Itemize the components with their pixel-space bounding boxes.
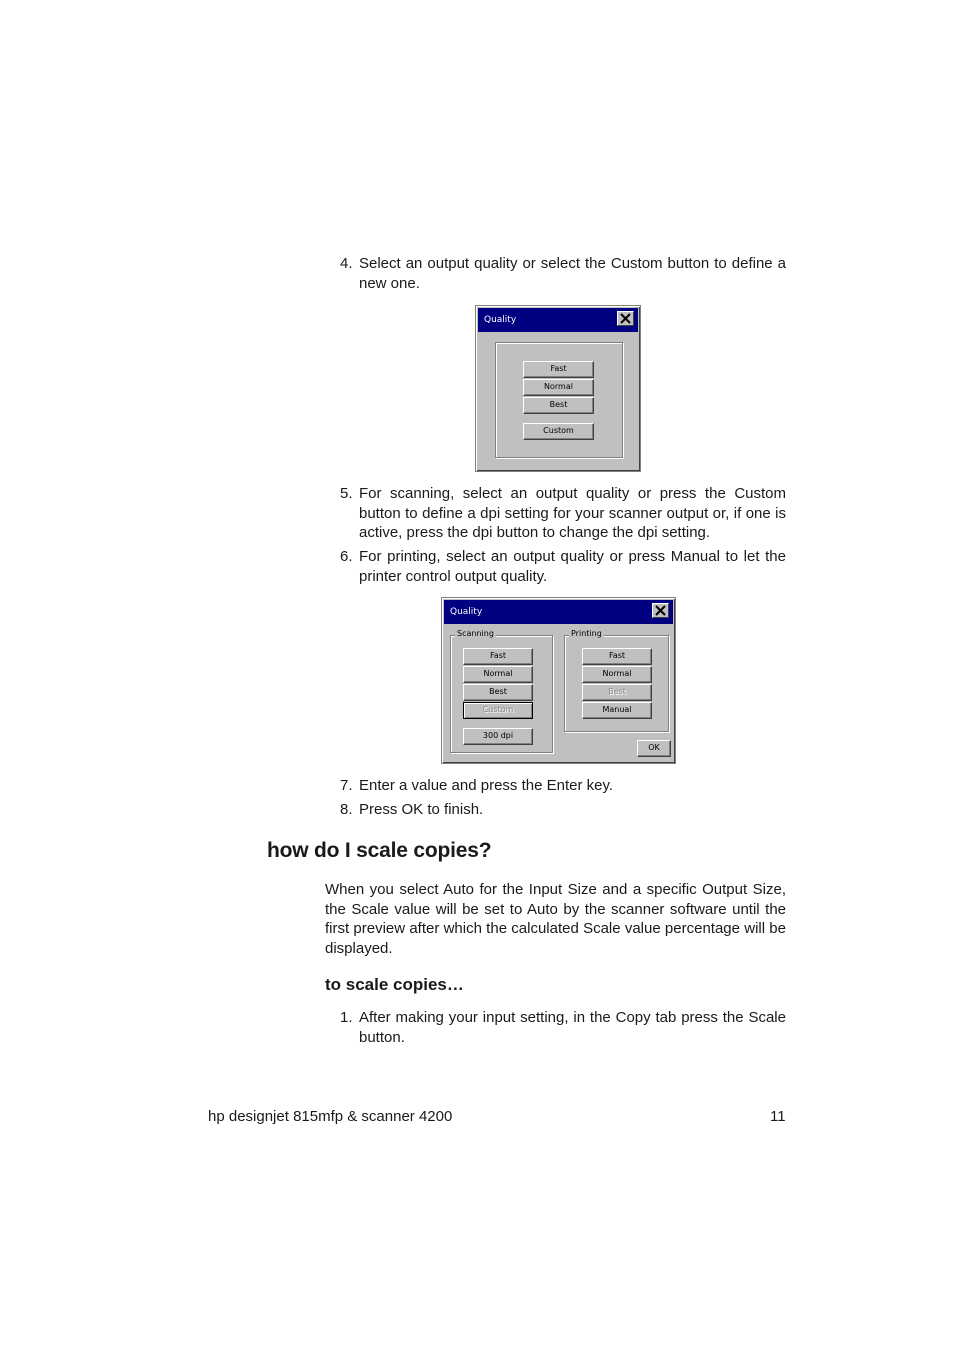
section-paragraph: When you select Auto for the Input Size and a specific Output Size, the Scale value will be set to Auto by the scanner software until the first preview after which the calculated Scale value percentage will be displayed.: [325, 881, 786, 957]
close-button[interactable]: [652, 603, 669, 618]
scanning-legend: Scanning: [457, 629, 494, 638]
close-icon: [620, 313, 631, 324]
dialog-titlebar: [478, 308, 638, 332]
normal-button[interactable]: Normal: [523, 379, 594, 396]
quality-dialog-simple: [475, 305, 641, 472]
step-number: 4.: [340, 255, 353, 272]
ok-button[interactable]: OK: [637, 740, 671, 757]
step-number: 7.: [340, 777, 353, 794]
page-number: 11: [770, 1108, 786, 1125]
subsection-heading: to scale copies…: [325, 975, 464, 994]
scan-fast-button[interactable]: Fast: [463, 648, 533, 665]
step-text: For printing, select an output quality or press Manual to let the printer control output quality.: [359, 548, 786, 585]
scan-best-button[interactable]: Best: [463, 684, 533, 701]
step-number: 6.: [340, 548, 353, 565]
section-heading: how do I scale copies?: [267, 839, 492, 862]
best-button[interactable]: Best: [523, 397, 594, 414]
scan-custom-button[interactable]: Custom: [463, 702, 533, 719]
close-icon: [655, 605, 666, 616]
scale-step-1: [340, 1008, 786, 1047]
print-fast-button[interactable]: Fast: [582, 648, 652, 665]
step-4: [340, 254, 786, 293]
footer-product-name: hp designjet 815mfp & scanner 4200: [208, 1108, 453, 1125]
quality-dialog-full: [441, 597, 676, 764]
fast-button[interactable]: Fast: [523, 361, 594, 378]
step-text: For scanning, select an output quality or press the Custom button to define a dpi setting for your scanner output or, if one is active, press the dpi button to change the dpi setting.: [359, 485, 786, 541]
step-5: [340, 484, 786, 543]
custom-button[interactable]: Custom: [523, 423, 594, 440]
step-number: 8.: [340, 801, 353, 818]
dialog-titlebar: [444, 600, 673, 624]
step-text: Select an output quality or select the Custom button to define a new one.: [359, 255, 786, 292]
print-normal-button[interactable]: Normal: [582, 666, 652, 683]
printing-legend: Printing: [571, 629, 602, 638]
step-number: 1.: [340, 1009, 353, 1026]
manual-button[interactable]: Manual: [582, 702, 652, 719]
step-6: [340, 547, 786, 586]
dpi-button[interactable]: 300 dpi: [463, 728, 533, 745]
dialog-title: Quality: [450, 607, 483, 617]
step-number: 5.: [340, 485, 353, 502]
step-7: [340, 776, 786, 796]
step-text: Press OK to finish.: [359, 801, 484, 818]
close-button[interactable]: [617, 311, 634, 326]
scan-normal-button[interactable]: Normal: [463, 666, 533, 683]
print-best-button[interactable]: Best: [582, 684, 652, 701]
dialog-title: Quality: [484, 315, 517, 325]
step-text: After making your input setting, in the Copy tab press the Scale button.: [359, 1009, 786, 1046]
step-8: [340, 800, 786, 820]
step-text: Enter a value and press the Enter key.: [359, 777, 614, 794]
